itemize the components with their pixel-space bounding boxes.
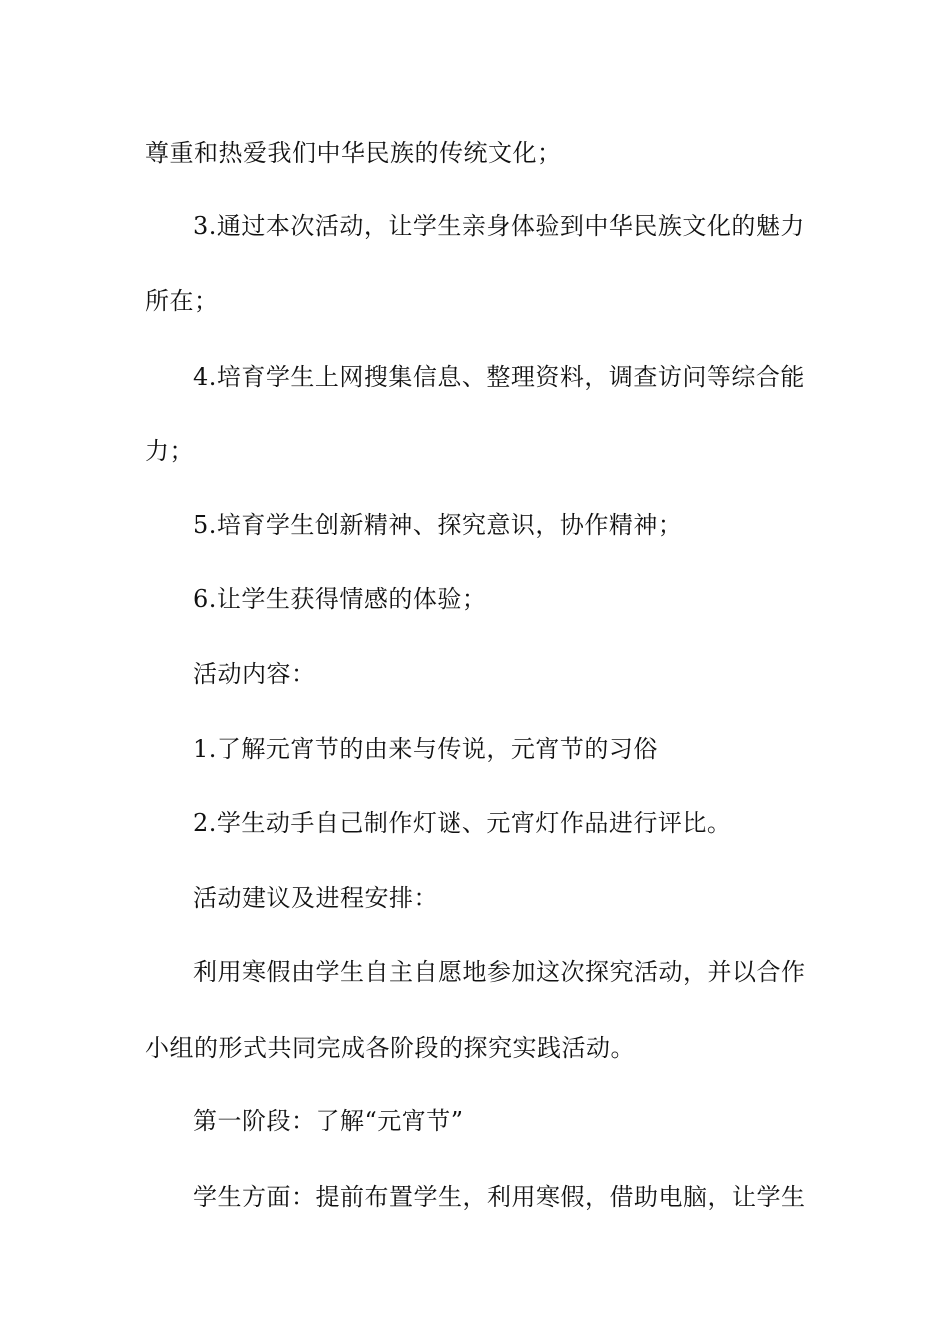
text-line: 小组的形式共同完成各阶段的探究实践活动。 bbox=[145, 1034, 635, 1062]
text-line: 4.培育学生上网搜集信息、整理资料，调查访问等综合能 bbox=[193, 363, 805, 391]
section-heading: 活动内容： bbox=[193, 660, 316, 688]
section-heading: 第一阶段：了解“元宵节” bbox=[193, 1107, 464, 1135]
text-line: 利用寒假由学生自主自愿地参加这次探究活动，并以合作 bbox=[193, 958, 806, 986]
text-line: 3.通过本次活动，让学生亲身体验到中华民族文化的魅力 bbox=[193, 212, 805, 240]
text-line: 5.培育学生创新精神、探究意识，协作精神； bbox=[193, 511, 683, 539]
text-line: 学生方面：提前布置学生，利用寒假，借助电脑，让学生 bbox=[193, 1183, 806, 1211]
text-line: 1.了解元宵节的由来与传说，元宵节的习俗 bbox=[193, 735, 658, 763]
text-line: 所在； bbox=[145, 287, 219, 315]
text-line: 尊重和热爱我们中华民族的传统文化； bbox=[145, 139, 562, 167]
text-line: 6.让学生获得情感的体验； bbox=[193, 585, 487, 613]
section-heading: 活动建议及进程安排： bbox=[193, 884, 438, 912]
text-line: 2.学生动手自己制作灯谜、元宵灯作品进行评比。 bbox=[193, 809, 732, 837]
text-line: 力； bbox=[145, 437, 194, 465]
